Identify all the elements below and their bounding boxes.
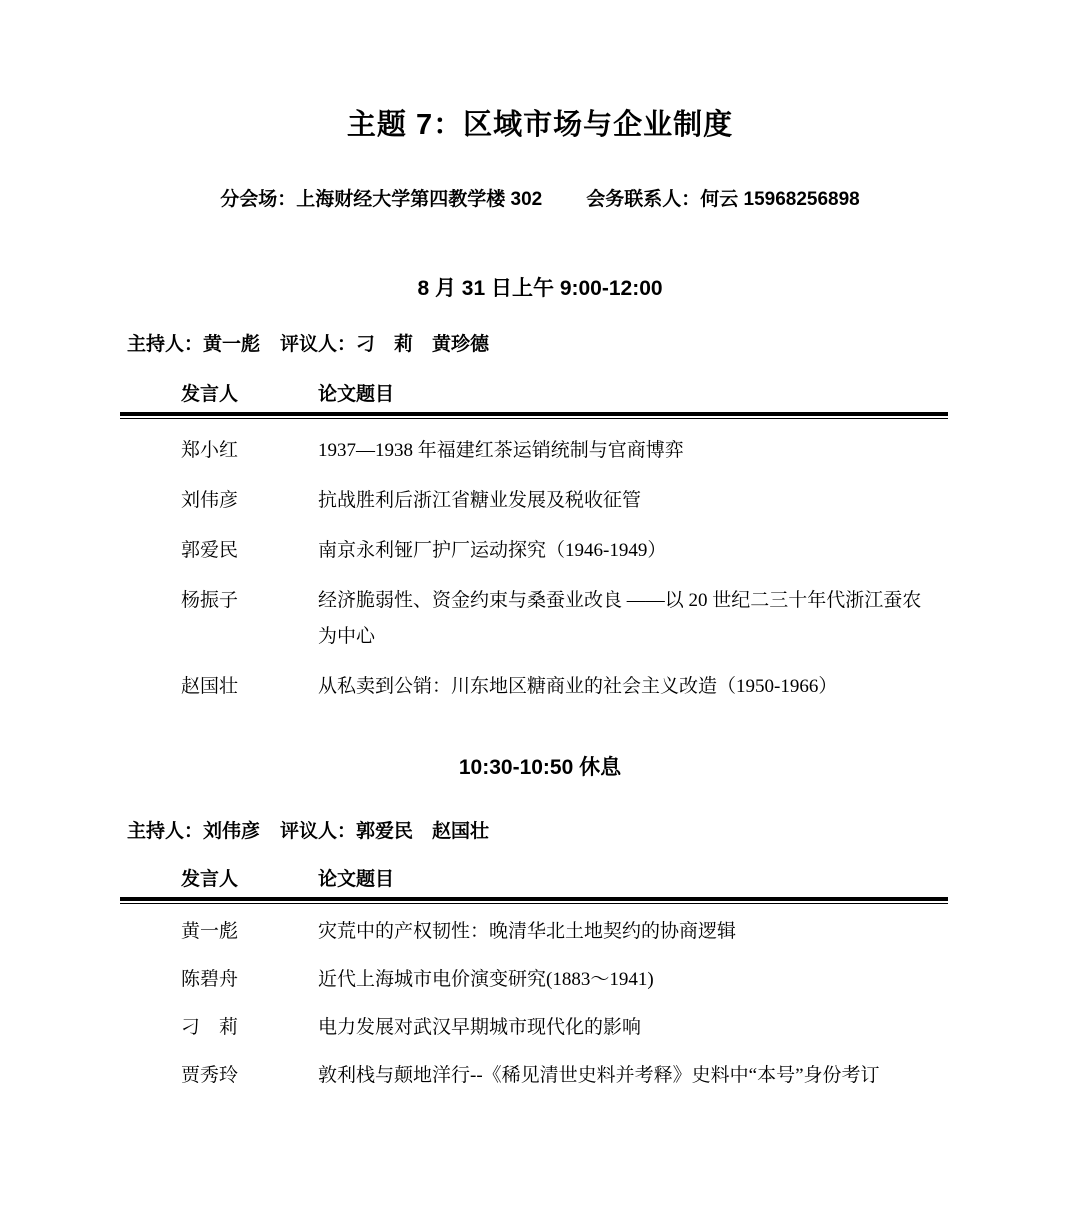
paper-title: 抗战胜利后浙江省糖业发展及税收征管 <box>318 490 642 511</box>
table-row <box>181 533 1080 569</box>
table-rule <box>120 897 948 904</box>
speaker-name: 郑小红 <box>181 440 239 461</box>
paper-title: 敦利栈与颠地洋行--《稀见清世史料并考释》史料中“本号”身份考订 <box>318 1065 880 1086</box>
paper-title: 经济脆弱性、资金约束与桑蚕业改良 ——以 20 世纪二三十年代浙江蚕农为中心 <box>318 590 922 647</box>
table-rows <box>0 433 1080 705</box>
moderator-line <box>127 819 1080 845</box>
speaker-name: 刘伟彦 <box>181 490 239 511</box>
paper-title: 1937—1938 年福建红茶运销统制与官商博弈 <box>318 440 684 461</box>
speaker-name: 贾秀玲 <box>181 1065 239 1086</box>
break-heading: 10:30-10:50 休息 <box>458 756 622 779</box>
column-speaker: 发言人 <box>181 384 239 405</box>
paper-title: 灾荒中的产权韧性：晚清华北土地契约的协商逻辑 <box>318 921 737 942</box>
table-row <box>181 914 1080 950</box>
paper-title: 从私卖到公销：川东地区糖商业的社会主义改造（1950-1966） <box>318 676 838 697</box>
page-title: 主题 7：区域市场与企业制度 <box>346 109 734 141</box>
paper-title: 近代上海城市电价演变研究(1883～1941) <box>318 969 654 990</box>
discussants-label: 评议人：郭爱民 赵国壮 <box>280 821 490 842</box>
table-row <box>181 1010 1080 1046</box>
session-late-morning <box>0 819 1080 1094</box>
table-row <box>181 483 1080 519</box>
column-speaker: 发言人 <box>181 869 239 890</box>
table-header <box>181 867 1080 893</box>
speaker-name: 郭爱民 <box>181 540 239 561</box>
conference-program-page <box>0 104 1080 1219</box>
session-time-heading: 8 月 31 日上午 9:00-12:00 <box>417 277 663 300</box>
table-row <box>181 962 1080 998</box>
moderator-line <box>127 332 1080 358</box>
speaker-name: 杨振子 <box>181 590 239 611</box>
table-row <box>181 433 1080 469</box>
table-rule <box>120 412 948 419</box>
moderator-label: 主持人：黄一彪 <box>127 334 261 355</box>
speaker-name: 黄一彪 <box>181 921 239 942</box>
session-morning <box>0 274 1080 705</box>
moderator-label: 主持人：刘伟彦 <box>127 821 261 842</box>
table-row <box>181 1058 1080 1094</box>
speaker-name: 刁 莉 <box>181 1017 239 1038</box>
venue-contact-line <box>0 186 1080 214</box>
column-title: 论文题目 <box>318 384 395 405</box>
table-header <box>181 382 1080 408</box>
column-title: 论文题目 <box>318 869 395 890</box>
speaker-name: 赵国壮 <box>181 676 239 697</box>
table-row <box>181 583 1080 655</box>
paper-title: 电力发展对武汉早期城市现代化的影响 <box>318 1017 642 1038</box>
discussants-label: 评议人：刁 莉 黄珍德 <box>280 334 490 355</box>
table-row <box>181 669 1080 705</box>
venue-label: 分会场：上海财经大学第四教学楼 302 <box>220 189 543 210</box>
speaker-name: 陈碧舟 <box>181 969 239 990</box>
table-rows <box>0 914 1080 1094</box>
paper-title: 南京永利铔厂护厂运动探究（1946-1949） <box>318 540 667 561</box>
contact-label: 会务联系人：何云 15968256898 <box>586 189 860 210</box>
